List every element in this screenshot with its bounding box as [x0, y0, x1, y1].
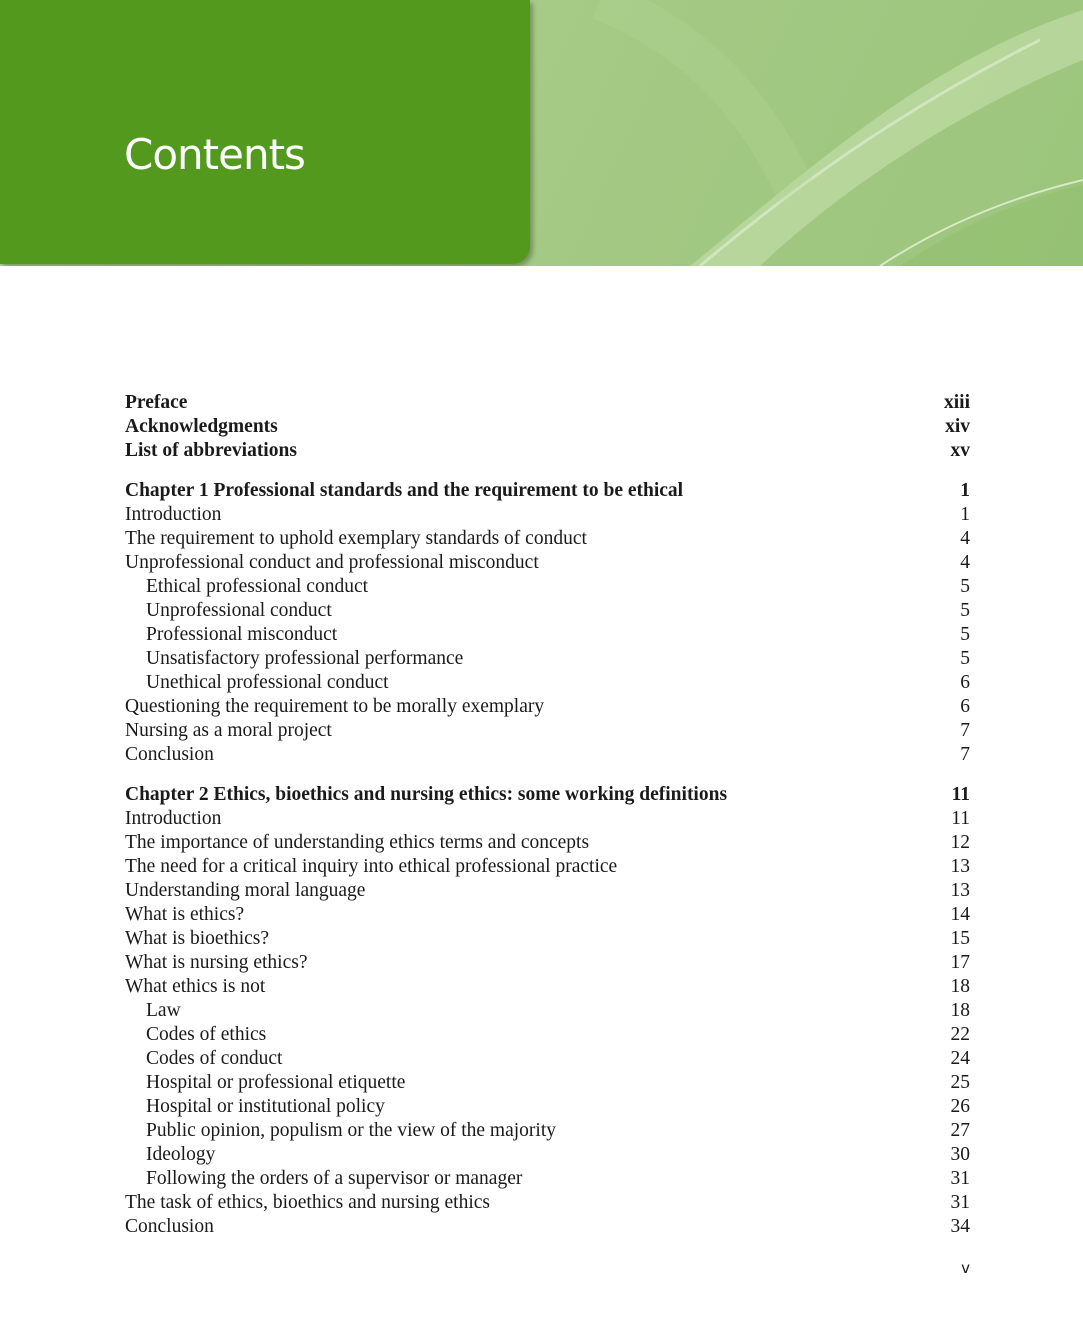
toc-entry-label: Codes of conduct [146, 1048, 283, 1069]
toc-entry-label: Conclusion [125, 1216, 214, 1237]
toc-entry[interactable] [125, 1047, 970, 1071]
toc-entry-label: Law [146, 1000, 181, 1021]
toc-entry-label: Preface [125, 392, 188, 413]
toc-entry-page: 5 [960, 600, 970, 621]
toc-entry-page: 6 [960, 672, 970, 693]
toc-entry-page: 22 [950, 1024, 970, 1045]
toc-entry-page: 11 [951, 808, 970, 829]
toc-entry[interactable] [125, 527, 970, 551]
toc-entry[interactable] [125, 951, 970, 975]
toc-chapter-heading[interactable] [125, 415, 970, 439]
front-matter-section [125, 391, 970, 463]
toc-entry-label: Conclusion [125, 744, 214, 765]
toc-entry-label: Introduction [125, 808, 222, 829]
page-title: Contents [124, 130, 305, 180]
toc-entry-label: Unethical professional conduct [146, 672, 389, 693]
toc-entry-label: Chapter 1 Professional standards and the requirement to be ethical [125, 480, 684, 501]
toc-entry[interactable] [125, 1095, 970, 1119]
toc-entry[interactable] [125, 855, 970, 879]
toc-entry[interactable] [125, 1119, 970, 1143]
toc-entry-page: 18 [950, 1000, 970, 1021]
toc-entry-page: 4 [960, 528, 970, 549]
toc-entry[interactable] [125, 879, 970, 903]
toc-entry-label: Unsatisfactory professional performance [146, 648, 464, 669]
toc-entry[interactable] [125, 743, 970, 767]
toc-entry-label: Public opinion, populism or the view of the majority [146, 1120, 556, 1141]
toc-chapter-heading[interactable] [125, 391, 970, 415]
toc-entry-label: Unprofessional conduct and professional misconduct [125, 552, 539, 573]
toc-entry-page: 12 [950, 832, 970, 853]
toc-entry[interactable] [125, 1191, 970, 1215]
toc-entry-page: 31 [950, 1168, 970, 1189]
toc-entry[interactable] [125, 975, 970, 999]
toc-entry-page: 31 [950, 1192, 970, 1213]
toc-entry-page: 30 [950, 1144, 970, 1165]
page-number: v [961, 1259, 970, 1277]
toc-entry-page: 17 [950, 952, 970, 973]
toc-entry-page: 7 [960, 720, 970, 741]
toc-entry[interactable] [125, 1071, 970, 1095]
toc-entry-label: Codes of ethics [146, 1024, 267, 1045]
toc-entry-label: The task of ethics, bioethics and nursing ethics [125, 1192, 490, 1213]
toc-entry[interactable] [125, 695, 970, 719]
toc-entry[interactable] [125, 903, 970, 927]
toc-entry[interactable] [125, 551, 970, 575]
toc-entry-label: Acknowledgments [125, 416, 278, 437]
toc-entry-label: Professional misconduct [146, 624, 338, 645]
toc-entry-page: 13 [950, 880, 970, 901]
toc-entry-page: 26 [950, 1096, 970, 1117]
toc-chapter-heading[interactable] [125, 783, 970, 807]
title-panel [0, 0, 530, 264]
toc-entry-label: Questioning the requirement to be morally exemplary [125, 696, 545, 717]
toc-entry-page: 18 [950, 976, 970, 997]
toc-entry-page: 5 [960, 624, 970, 645]
toc-entry-label: What is nursing ethics? [125, 952, 308, 973]
toc-entry-page: 34 [950, 1216, 970, 1237]
toc-entry-label: What is bioethics? [125, 928, 270, 949]
toc-entry-page: 14 [950, 904, 970, 925]
toc-entry-label: The requirement to uphold exemplary standards of conduct [125, 528, 587, 549]
table-of-contents [125, 391, 970, 1255]
toc-entry[interactable] [125, 1215, 970, 1239]
toc-entry-page: 5 [960, 648, 970, 669]
toc-entry-page: 1 [960, 504, 970, 525]
toc-entry-page: 24 [950, 1048, 970, 1069]
toc-entry[interactable] [125, 647, 970, 671]
toc-entry-page: 11 [951, 784, 970, 805]
header-banner [0, 0, 1083, 266]
toc-entry-page: 1 [960, 480, 970, 501]
toc-entry-page: 13 [950, 856, 970, 877]
toc-entry-label: Understanding moral language [125, 880, 366, 901]
toc-entry[interactable] [125, 927, 970, 951]
toc-entry-label: What is ethics? [125, 904, 245, 925]
toc-entry-page: xv [950, 440, 970, 461]
toc-entry[interactable] [125, 599, 970, 623]
toc-entry[interactable] [125, 1167, 970, 1191]
toc-entry[interactable] [125, 1023, 970, 1047]
toc-entry[interactable] [125, 623, 970, 647]
toc-entry[interactable] [125, 1143, 970, 1167]
toc-entry-label: Nursing as a moral project [125, 720, 332, 741]
toc-entry-label: Ethical professional conduct [146, 576, 369, 597]
chapter-1-section [125, 479, 970, 767]
toc-entry-label: Following the orders of a supervisor or manager [146, 1168, 523, 1189]
toc-entry-page: xiii [943, 392, 970, 413]
toc-entry[interactable] [125, 807, 970, 831]
toc-chapter-heading[interactable] [125, 439, 970, 463]
toc-entry-page: 5 [960, 576, 970, 597]
toc-entry-label: The importance of understanding ethics terms and concepts [125, 832, 590, 853]
toc-entry-page: 4 [960, 552, 970, 573]
toc-entry-label: Ideology [146, 1144, 216, 1165]
toc-entry-label: Unprofessional conduct [146, 600, 332, 621]
toc-entry-page: 6 [960, 696, 970, 717]
toc-entry-page: 25 [950, 1072, 970, 1093]
chapter-2-section [125, 783, 970, 1239]
toc-entry[interactable] [125, 575, 970, 599]
toc-entry-label: What ethics is not [125, 976, 266, 997]
toc-chapter-heading[interactable] [125, 479, 970, 503]
toc-entry-label: Hospital or institutional policy [146, 1096, 385, 1117]
toc-entry-page: 7 [960, 744, 970, 765]
toc-entry-page: 27 [950, 1120, 970, 1141]
toc-entry-label: The need for a critical inquiry into ethical professional practice [125, 856, 618, 877]
toc-entry[interactable] [125, 999, 970, 1023]
toc-entry-label: Introduction [125, 504, 222, 525]
toc-entry-page: xiv [945, 416, 970, 437]
toc-entry-label: Chapter 2 Ethics, bioethics and nursing ethics: some working definitions [125, 784, 728, 805]
toc-entry-label: Hospital or professional etiquette [146, 1072, 406, 1093]
toc-entry[interactable] [125, 671, 970, 695]
toc-entry[interactable] [125, 719, 970, 743]
toc-entry-label: List of abbreviations [125, 440, 297, 461]
toc-entry[interactable] [125, 831, 970, 855]
toc-entry[interactable] [125, 503, 970, 527]
toc-entry-page: 15 [950, 928, 970, 949]
